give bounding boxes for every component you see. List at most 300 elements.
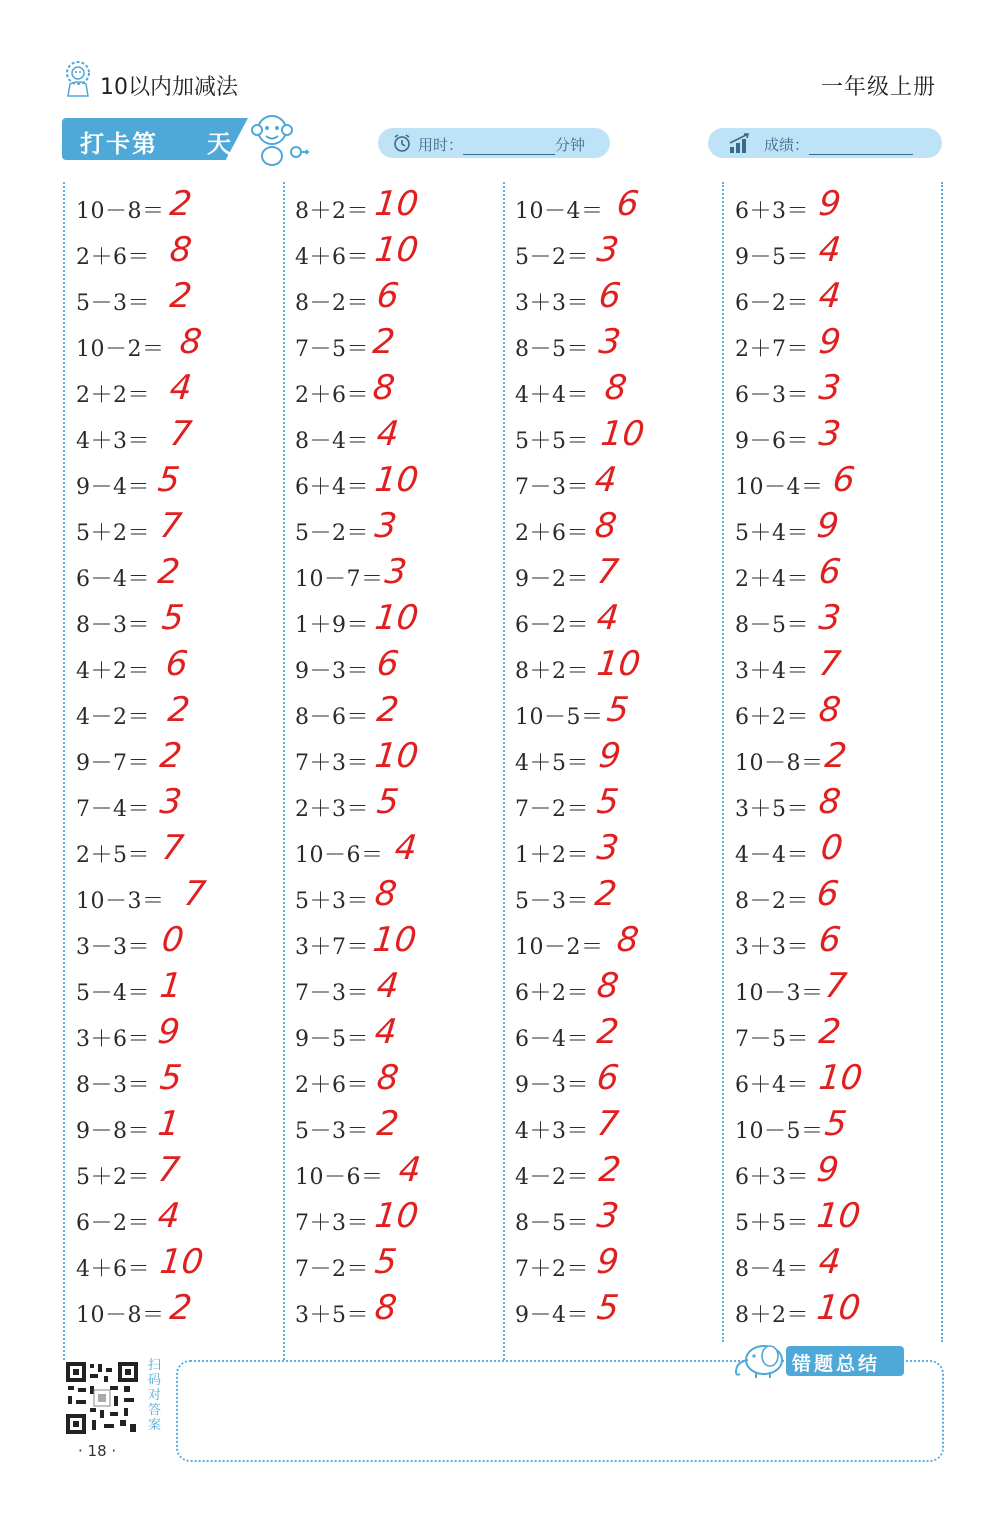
handwritten-answer[interactable]: 2	[167, 184, 194, 224]
problem-expression: 2＋6＝	[295, 383, 369, 408]
problem-expression: 5＋2＝	[76, 521, 150, 546]
problem-row	[295, 416, 495, 462]
problem-row	[76, 600, 276, 646]
problem-expression: 6＋4＝	[735, 1073, 809, 1098]
score-field[interactable]	[764, 134, 913, 155]
handwritten-answer[interactable]: 3	[594, 828, 621, 868]
problem-row	[735, 1198, 935, 1244]
handwritten-answer[interactable]: 5	[157, 1058, 184, 1098]
handwritten-answer[interactable]: 4	[594, 598, 621, 638]
handwritten-answer[interactable]: 7	[155, 1150, 182, 1190]
problem-expression: 2＋6＝	[515, 521, 589, 546]
problem-row	[735, 968, 935, 1014]
problem-expression: 10－8＝	[76, 199, 165, 224]
problem-expression: 6－2＝	[515, 613, 589, 638]
qr-code[interactable]	[64, 1360, 140, 1436]
checkin-suffix: 天	[207, 130, 231, 158]
problem-expression: 6－2＝	[735, 291, 809, 316]
handwritten-answer[interactable]: 0	[159, 920, 186, 960]
problem-row	[735, 232, 935, 278]
problem-row	[735, 416, 935, 462]
handwritten-answer[interactable]: 8	[372, 874, 399, 914]
handwritten-answer[interactable]: 10	[372, 230, 421, 270]
problem-expression: 4＋3＝	[76, 429, 150, 454]
handwritten-answer[interactable]: 2	[165, 690, 192, 730]
elephant-mascot-icon	[730, 1338, 788, 1380]
problem-expression: 7－3＝	[295, 981, 369, 1006]
handwritten-answer[interactable]: 2	[594, 1012, 621, 1052]
handwritten-answer[interactable]: 8	[592, 506, 619, 546]
problem-expression: 2＋5＝	[76, 843, 150, 868]
problem-expression: 8＋2＝	[295, 199, 369, 224]
problem-row	[735, 186, 935, 232]
handwritten-answer[interactable]: 6	[614, 184, 641, 224]
problem-row	[735, 830, 935, 876]
handwritten-answer[interactable]: 10	[372, 736, 421, 776]
problem-expression: 6＋4＝	[295, 475, 369, 500]
handwritten-answer[interactable]: 2	[155, 552, 182, 592]
handwritten-answer[interactable]: 5	[594, 782, 621, 822]
problem-expression: 4＋2＝	[76, 659, 150, 684]
handwritten-answer[interactable]: 8	[816, 690, 843, 730]
handwritten-answer[interactable]: 3	[816, 414, 843, 454]
handwritten-answer[interactable]: 3	[816, 368, 843, 408]
problem-row	[515, 1198, 715, 1244]
problem-expression: 10－7＝	[295, 567, 384, 592]
problem-row	[295, 600, 495, 646]
problem-row	[735, 1060, 935, 1106]
column-divider	[941, 182, 943, 1342]
handwritten-answer[interactable]: 2	[167, 276, 194, 316]
handwritten-answer[interactable]: 6	[816, 552, 843, 592]
handwritten-answer[interactable]: 3	[157, 782, 184, 822]
problem-row	[76, 876, 276, 922]
problem-expression: 5＋5＝	[515, 429, 589, 454]
problem-row	[76, 646, 276, 692]
handwritten-answer[interactable]: 4	[374, 414, 401, 454]
problem-expression: 7－4＝	[76, 797, 150, 822]
problem-row	[735, 1014, 935, 1060]
problem-row	[735, 508, 935, 554]
problem-expression: 8＋2＝	[735, 1303, 809, 1328]
problem-expression: 5－2＝	[515, 245, 589, 270]
handwritten-answer[interactable]: 7	[594, 552, 621, 592]
problem-row	[295, 692, 495, 738]
problem-expression: 9－3＝	[295, 659, 369, 684]
handwritten-answer[interactable]: 10	[598, 414, 647, 454]
problem-expression: 10－6＝	[295, 843, 384, 868]
handwritten-answer[interactable]: 6	[374, 276, 401, 316]
handwritten-answer[interactable]: 6	[594, 1058, 621, 1098]
problem-row	[735, 1290, 935, 1336]
column-divider	[503, 182, 505, 1360]
problem-row	[76, 186, 276, 232]
problem-row	[295, 508, 495, 554]
problem-expression: 8－2＝	[735, 889, 809, 914]
handwritten-answer[interactable]: 3	[594, 1196, 621, 1236]
problem-expression: 10－3＝	[76, 889, 165, 914]
problem-expression: 2＋6＝	[295, 1073, 369, 1098]
handwritten-answer[interactable]: 8	[372, 1288, 399, 1328]
problem-expression: 4－2＝	[76, 705, 150, 730]
problem-expression: 1＋9＝	[295, 613, 369, 638]
handwritten-answer[interactable]: 5	[159, 598, 186, 638]
handwritten-answer[interactable]: 9	[155, 1012, 182, 1052]
handwritten-answer[interactable]: 10	[594, 644, 643, 684]
problem-expression: 8－5＝	[515, 337, 589, 362]
problem-expression: 7－2＝	[515, 797, 589, 822]
handwritten-answer[interactable]: 5	[604, 690, 631, 730]
handwritten-answer[interactable]: 10	[814, 1196, 863, 1236]
handwritten-answer[interactable]: 2	[157, 736, 184, 776]
handwritten-answer[interactable]: 10	[372, 460, 421, 500]
handwritten-answer[interactable]: 7	[181, 874, 208, 914]
handwritten-answer[interactable]: 3	[596, 322, 623, 362]
problem-expression: 10－3＝	[735, 981, 824, 1006]
problem-expression: 10－2＝	[515, 935, 604, 960]
problem-row	[515, 738, 715, 784]
handwritten-answer[interactable]: 4	[396, 1150, 423, 1190]
problem-expression: 9－2＝	[515, 567, 589, 592]
problem-expression: 5－2＝	[295, 521, 369, 546]
problem-expression: 7＋2＝	[515, 1257, 589, 1282]
problem-expression: 3＋3＝	[515, 291, 589, 316]
problem-row	[76, 1244, 276, 1290]
problem-row	[295, 462, 495, 508]
handwritten-answer[interactable]: 7	[157, 506, 184, 546]
problem-expression: 9－5＝	[295, 1027, 369, 1052]
handwritten-answer[interactable]: 2	[374, 1104, 401, 1144]
problem-expression: 5＋3＝	[295, 889, 369, 914]
handwritten-answer[interactable]: 4	[816, 1242, 843, 1282]
handwritten-answer[interactable]: 6	[830, 460, 857, 500]
problem-expression: 8－4＝	[295, 429, 369, 454]
problem-row	[515, 968, 715, 1014]
problem-row	[295, 278, 495, 324]
handwritten-answer[interactable]: 8	[177, 322, 204, 362]
problem-expression: 7－3＝	[515, 475, 589, 500]
problem-expression: 8－6＝	[295, 705, 369, 730]
problem-expression: 2＋6＝	[76, 245, 150, 270]
problem-row	[295, 968, 495, 1014]
problem-row	[515, 692, 715, 738]
problem-expression: 3＋5＝	[735, 797, 809, 822]
problem-row	[76, 922, 276, 968]
problem-row	[515, 646, 715, 692]
problem-expression: 5－4＝	[76, 981, 150, 1006]
handwritten-answer[interactable]: 10	[372, 184, 421, 224]
handwritten-answer[interactable]: 2	[167, 1288, 194, 1328]
handwritten-answer[interactable]: 8	[816, 782, 843, 822]
problem-row	[515, 416, 715, 462]
problem-row	[515, 1290, 715, 1336]
time-blank[interactable]	[463, 136, 555, 155]
handwritten-answer[interactable]: 7	[159, 828, 186, 868]
handwritten-answer[interactable]: 3	[816, 598, 843, 638]
problem-expression: 9－7＝	[76, 751, 150, 776]
problem-row	[515, 876, 715, 922]
problem-expression: 6＋3＝	[735, 1165, 809, 1190]
problem-row	[295, 1290, 495, 1336]
problem-row	[76, 784, 276, 830]
handwritten-answer[interactable]: 8	[167, 230, 194, 270]
problem-expression: 3＋6＝	[76, 1027, 150, 1052]
problem-expression: 5＋4＝	[735, 521, 809, 546]
problem-row	[76, 508, 276, 554]
handwritten-answer[interactable]: 0	[818, 828, 845, 868]
handwritten-answer[interactable]: 7	[167, 414, 194, 454]
alarm-clock-icon	[392, 133, 412, 153]
handwritten-answer[interactable]: 6	[814, 874, 841, 914]
chart-icon	[728, 131, 752, 155]
handwritten-answer[interactable]: 10	[370, 920, 419, 960]
problem-row	[76, 1106, 276, 1152]
problem-expression: 5－3＝	[76, 291, 150, 316]
handwritten-answer[interactable]: 9	[816, 184, 843, 224]
problem-row	[735, 278, 935, 324]
problem-row	[515, 784, 715, 830]
problem-expression: 3＋5＝	[295, 1303, 369, 1328]
handwritten-answer[interactable]: 5	[372, 1242, 399, 1282]
problem-row	[295, 186, 495, 232]
problem-expression: 7－5＝	[735, 1027, 809, 1052]
problem-row	[295, 370, 495, 416]
handwritten-answer[interactable]: 8	[602, 368, 629, 408]
problem-expression: 7＋3＝	[295, 751, 369, 776]
problem-row	[295, 1198, 495, 1244]
problem-row	[735, 784, 935, 830]
problem-expression: 2＋2＝	[76, 383, 150, 408]
problem-expression: 4＋6＝	[76, 1257, 150, 1282]
problem-row	[76, 1014, 276, 1060]
handwritten-answer[interactable]: 2	[592, 874, 619, 914]
handwritten-answer[interactable]: 5	[822, 1104, 849, 1144]
handwritten-answer[interactable]: 3	[594, 230, 621, 270]
problem-expression: 5－3＝	[515, 889, 589, 914]
handwritten-answer[interactable]: 2	[370, 322, 397, 362]
problem-row	[735, 1106, 935, 1152]
problem-row	[76, 738, 276, 784]
problem-row	[295, 554, 495, 600]
handwritten-answer[interactable]: 3	[372, 506, 399, 546]
handwritten-answer[interactable]: 8	[594, 966, 621, 1006]
problem-row	[76, 692, 276, 738]
handwritten-answer[interactable]: 2	[596, 1150, 623, 1190]
handwritten-answer[interactable]: 8	[614, 920, 641, 960]
problem-row	[295, 1106, 495, 1152]
handwritten-answer[interactable]: 4	[816, 276, 843, 316]
problem-expression: 10－8＝	[735, 751, 824, 776]
problem-expression: 4＋6＝	[295, 245, 369, 270]
time-unit: 分钟	[555, 136, 586, 154]
problem-row	[76, 1290, 276, 1336]
handwritten-answer[interactable]: 7	[594, 1104, 621, 1144]
problem-expression: 8－5＝	[515, 1211, 589, 1236]
problem-expression: 8－3＝	[76, 1073, 150, 1098]
problem-row	[76, 968, 276, 1014]
problem-expression: 6＋2＝	[735, 705, 809, 730]
problem-expression: 9－8＝	[76, 1119, 150, 1144]
column-divider	[722, 182, 724, 1342]
problem-row	[295, 784, 495, 830]
problem-row	[295, 1014, 495, 1060]
handwritten-answer[interactable]: 4	[374, 966, 401, 1006]
handwritten-answer[interactable]: 10	[157, 1242, 206, 1282]
problem-expression: 2＋7＝	[735, 337, 809, 362]
problem-row	[295, 876, 495, 922]
problem-row	[515, 186, 715, 232]
problem-row	[735, 600, 935, 646]
handwritten-answer[interactable]: 6	[163, 644, 190, 684]
problem-row	[735, 692, 935, 738]
problem-row	[515, 278, 715, 324]
problem-expression: 10－8＝	[76, 1303, 165, 1328]
problem-row	[76, 416, 276, 462]
problem-row	[735, 922, 935, 968]
handwritten-answer[interactable]: 4	[392, 828, 419, 868]
problem-row	[515, 462, 715, 508]
problem-expression: 10－5＝	[735, 1119, 824, 1144]
problem-expression: 9－5＝	[735, 245, 809, 270]
problem-row	[735, 1244, 935, 1290]
problem-expression: 7＋3＝	[295, 1211, 369, 1236]
grade-label: 一年级上册	[820, 75, 936, 100]
score-blank[interactable]	[809, 136, 913, 155]
problem-row	[295, 646, 495, 692]
handwritten-answer[interactable]: 4	[155, 1196, 182, 1236]
column-divider	[63, 182, 65, 1360]
problem-expression: 3＋3＝	[735, 935, 809, 960]
problem-row	[295, 324, 495, 370]
handwritten-answer[interactable]: 4	[372, 1012, 399, 1052]
problem-row	[735, 646, 935, 692]
book-title: 10以内加减法	[100, 75, 238, 100]
problem-expression: 2＋4＝	[735, 567, 809, 592]
handwritten-answer[interactable]: 4	[592, 460, 619, 500]
handwritten-answer[interactable]: 1	[155, 1104, 182, 1144]
problem-expression: 10－4＝	[515, 199, 604, 224]
problem-row	[515, 600, 715, 646]
time-field[interactable]	[418, 134, 585, 155]
handwritten-answer[interactable]: 2	[374, 690, 401, 730]
problem-row	[76, 278, 276, 324]
problem-expression: 9－4＝	[76, 475, 150, 500]
problem-row	[76, 1152, 276, 1198]
problem-expression: 8－3＝	[76, 613, 150, 638]
handwritten-answer[interactable]: 10	[372, 1196, 421, 1236]
handwritten-answer[interactable]: 4	[167, 368, 194, 408]
problem-expression: 9－6＝	[735, 429, 809, 454]
problem-row	[515, 830, 715, 876]
problem-expression: 8－5＝	[735, 613, 809, 638]
handwritten-answer[interactable]: 10	[372, 598, 421, 638]
handwritten-answer[interactable]: 9	[594, 1242, 621, 1282]
problem-row	[76, 232, 276, 278]
problem-expression: 10－2＝	[76, 337, 165, 362]
problem-expression: 6－2＝	[76, 1211, 150, 1236]
problem-expression: 4＋5＝	[515, 751, 589, 776]
handwritten-answer[interactable]: 1	[157, 966, 184, 1006]
problem-row	[735, 738, 935, 784]
problem-row	[735, 876, 935, 922]
handwritten-answer[interactable]: 9	[814, 506, 841, 546]
problem-row	[735, 1152, 935, 1198]
problem-expression: 6＋3＝	[735, 199, 809, 224]
problem-expression: 8－2＝	[295, 291, 369, 316]
problem-row	[295, 232, 495, 278]
problem-row	[76, 554, 276, 600]
handwritten-answer[interactable]: 8	[370, 368, 397, 408]
problem-expression: 8＋2＝	[515, 659, 589, 684]
problem-row	[295, 1152, 495, 1198]
problem-expression: 4＋4＝	[515, 383, 589, 408]
handwritten-answer[interactable]: 8	[374, 1058, 401, 1098]
problem-row	[515, 1106, 715, 1152]
problem-row	[76, 1060, 276, 1106]
handwritten-answer[interactable]: 5	[594, 1288, 621, 1328]
handwritten-answer[interactable]: 3	[382, 552, 409, 592]
problem-expression: 8－4＝	[735, 1257, 809, 1282]
problem-row	[76, 830, 276, 876]
problem-row	[735, 370, 935, 416]
problem-row	[295, 922, 495, 968]
handwritten-answer[interactable]: 5	[374, 782, 401, 822]
handwritten-answer[interactable]: 9	[596, 736, 623, 776]
problem-expression: 2＋3＝	[295, 797, 369, 822]
page-number: · 18 ·	[78, 1442, 117, 1460]
problem-row	[515, 922, 715, 968]
checkin-prefix: 打卡第	[80, 130, 158, 158]
problem-row	[515, 1244, 715, 1290]
problem-row	[515, 554, 715, 600]
problem-row	[76, 462, 276, 508]
problem-expression: 5＋5＝	[735, 1211, 809, 1236]
handwritten-answer[interactable]: 2	[816, 1012, 843, 1052]
problem-row	[515, 232, 715, 278]
problem-expression: 10－6＝	[295, 1165, 384, 1190]
problem-row	[735, 462, 935, 508]
monkey-mascot-icon	[248, 110, 310, 168]
problem-row	[515, 324, 715, 370]
handwritten-answer[interactable]: 7	[822, 966, 849, 1006]
problem-expression: 4－4＝	[735, 843, 809, 868]
handwritten-answer[interactable]: 6	[374, 644, 401, 684]
score-label: 成绩：	[764, 136, 810, 154]
problem-expression: 3＋7＝	[295, 935, 369, 960]
time-label: 用时：	[418, 136, 464, 154]
handwritten-answer[interactable]: 6	[596, 276, 623, 316]
problem-expression: 1＋2＝	[515, 843, 589, 868]
problem-row	[515, 508, 715, 554]
lion-mascot-icon	[62, 60, 94, 98]
problem-row	[515, 1060, 715, 1106]
problem-expression: 4－2＝	[515, 1165, 589, 1190]
problem-expression: 5－3＝	[295, 1119, 369, 1144]
problem-expression: 7－5＝	[295, 337, 369, 362]
problem-expression: 3＋4＝	[735, 659, 809, 684]
handwritten-answer[interactable]: 6	[816, 920, 843, 960]
handwritten-answer[interactable]: 7	[816, 644, 843, 684]
handwritten-answer[interactable]: 10	[814, 1288, 863, 1328]
handwritten-answer[interactable]: 5	[155, 460, 182, 500]
handwritten-answer[interactable]: 4	[816, 230, 843, 270]
problem-row	[295, 1060, 495, 1106]
handwritten-answer[interactable]: 9	[816, 322, 843, 362]
handwritten-answer[interactable]: 2	[822, 736, 849, 776]
handwritten-answer[interactable]: 9	[814, 1150, 841, 1190]
handwritten-answer[interactable]: 10	[816, 1058, 865, 1098]
problem-row	[515, 1014, 715, 1060]
